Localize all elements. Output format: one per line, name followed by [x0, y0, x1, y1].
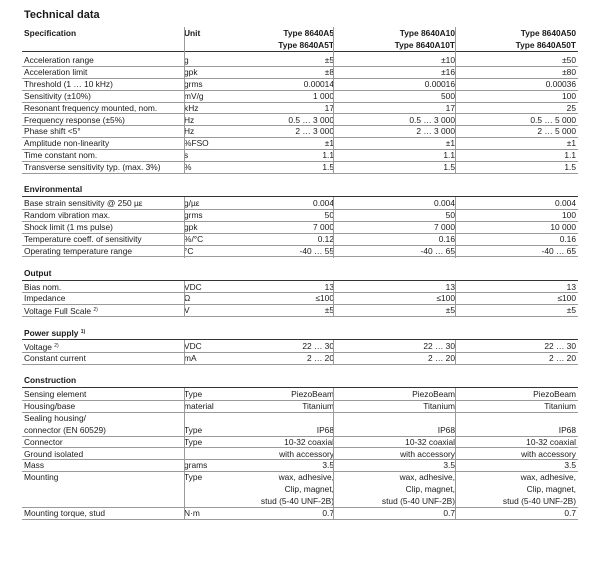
- row-value: IP68: [316, 424, 334, 435]
- row-unit: Hz: [184, 114, 195, 125]
- row-unit: grams: [184, 460, 208, 471]
- row-value: Clip, magnet,: [526, 484, 576, 495]
- row-unit: VDC: [184, 281, 202, 292]
- row-value: 7 000: [313, 221, 334, 232]
- row-unit: kHz: [184, 102, 199, 113]
- row-label: Resonant frequency mounted, nom.: [24, 102, 158, 113]
- row-value: 3.5: [564, 460, 576, 471]
- row-value: ≤100: [557, 293, 576, 304]
- row-value: 1.5: [564, 162, 576, 173]
- row-label: Phase shift <5°: [24, 126, 81, 137]
- section-title-text: Environmental: [24, 184, 83, 194]
- column-divider: [333, 54, 334, 174]
- row-label: Voltage $^{2)}$: [24, 342, 59, 353]
- row-unit: mA: [184, 353, 197, 364]
- table-row: [22, 304, 578, 317]
- footnote-marker: 2): [93, 307, 98, 314]
- row-value: 0.12: [317, 233, 334, 244]
- row-value: 10-32 coaxial: [405, 436, 455, 447]
- row-label: Amplitude non-linearity: [24, 138, 110, 149]
- row-unit: Ω: [184, 293, 191, 304]
- row-unit: g: [184, 55, 189, 65]
- row-value: 1 000: [313, 90, 334, 101]
- row-unit: °C: [184, 245, 194, 256]
- row-value: PiezoBeam: [412, 389, 455, 399]
- column-divider: [455, 197, 456, 258]
- row-value: 0.16: [438, 233, 455, 244]
- row-unit: Type: [184, 424, 203, 435]
- row-value: 0.004: [434, 198, 455, 208]
- row-value: 0.00016: [424, 78, 455, 89]
- row-value: 13: [566, 281, 576, 292]
- column-divider: [333, 388, 334, 520]
- row-unit: V: [184, 305, 190, 316]
- footnote-marker: 2): [54, 343, 59, 350]
- row-value: 100: [562, 209, 576, 220]
- type-header: Type 8640A50T: [515, 40, 576, 50]
- row-unit: gpk: [184, 66, 198, 77]
- row-value: 100: [562, 90, 576, 101]
- row-unit: Type: [184, 389, 203, 399]
- row-label: Sensitivity (±10%): [24, 90, 91, 101]
- row-value: 50: [445, 209, 455, 220]
- row-value: 50: [324, 209, 334, 220]
- row-value: 22 … 30: [544, 341, 576, 352]
- row-label: Impedance: [24, 293, 66, 304]
- row-value: 2 … 5 000: [537, 126, 576, 137]
- row-label: Bias nom.: [24, 281, 62, 292]
- row-label: Voltage Full Scale $^{2)}$: [24, 306, 98, 317]
- column-divider: [455, 281, 456, 318]
- type-header: Type 8640A5T: [278, 40, 334, 50]
- column-divider: [333, 281, 334, 318]
- row-value: 0.5 … 3 000: [409, 114, 455, 125]
- table-row: [22, 412, 578, 437]
- column-divider: [184, 197, 185, 258]
- row-value: Titanium: [423, 400, 455, 411]
- row-value: 2 … 3 000: [416, 126, 455, 137]
- table-row: [22, 245, 578, 258]
- row-value: 0.7: [322, 508, 334, 518]
- row-value: ±50: [562, 55, 576, 65]
- section-title: [22, 374, 578, 388]
- row-value: ±5: [324, 55, 334, 65]
- row-unit: %/°C: [184, 233, 204, 244]
- row-label: Mounting: [24, 472, 59, 483]
- table-row: [22, 161, 578, 174]
- row-unit: material: [184, 400, 214, 411]
- row-value: wax, adhesive,: [278, 472, 334, 483]
- row-label: Frequency response (±5%): [24, 114, 125, 125]
- row-value: IP68: [437, 424, 455, 435]
- row-value: 0.00036: [545, 78, 576, 89]
- row-label: Operating temperature range: [24, 245, 133, 256]
- row-label: Time constant nom.: [24, 150, 98, 161]
- row-value: ±16: [441, 66, 455, 77]
- row-unit: VDC: [184, 341, 202, 352]
- row-value: 10 000: [550, 221, 576, 232]
- row-label: Transverse sensitivity typ. (max. 3%): [24, 162, 161, 173]
- row-value: PiezoBeam: [533, 389, 576, 399]
- table-row: [22, 471, 578, 508]
- column-divider: [333, 340, 334, 365]
- section-title: [22, 183, 578, 197]
- table-row: [22, 507, 578, 520]
- row-value: 17: [324, 102, 334, 113]
- row-value: ±5: [324, 305, 334, 316]
- row-value: ±5: [445, 305, 455, 316]
- column-divider: [455, 54, 456, 174]
- row-value: 17: [445, 102, 455, 113]
- spec-header: Specification: [24, 28, 77, 38]
- row-value: 22 … 30: [302, 341, 334, 352]
- row-unit: g/µε: [184, 198, 200, 208]
- row-value: 1.5: [443, 162, 455, 173]
- row-value: with accessory: [279, 448, 334, 459]
- column-divider: [455, 340, 456, 365]
- row-label: Mass: [24, 460, 45, 471]
- row-value: 1.1: [564, 150, 576, 161]
- section-title-text: Output: [24, 267, 52, 278]
- type-header: Type 8640A50: [520, 28, 576, 38]
- row-value: 2 … 20: [427, 353, 455, 364]
- row-value: 2 … 20: [306, 353, 334, 364]
- row-value: stud (5-40 UNF-2B): [502, 496, 576, 507]
- row-value: 0.004: [313, 198, 334, 208]
- section-title: [22, 326, 578, 340]
- row-unit: gpk: [184, 221, 198, 232]
- row-label: Sealing housing/: [24, 412, 86, 423]
- row-unit: N·m: [184, 508, 200, 518]
- row-label: Connector: [24, 436, 63, 447]
- row-label: Housing/base: [24, 400, 76, 411]
- page-title: Technical data: [24, 9, 100, 21]
- row-value: Clip, magnet,: [405, 484, 455, 495]
- table-row: [22, 352, 578, 365]
- row-label: connector (EN 60529): [24, 424, 106, 435]
- row-label: Acceleration limit: [24, 66, 88, 77]
- row-value: 0.00014: [303, 78, 334, 89]
- row-value: 2 … 3 000: [295, 126, 334, 137]
- row-value: ±10: [441, 55, 455, 65]
- column-divider: [184, 54, 185, 174]
- row-label: Shock limit (1 ms pulse): [24, 221, 113, 232]
- row-value: -40 … 65: [541, 245, 576, 256]
- row-label: Base strain sensitivity @ 250 µε: [24, 198, 143, 208]
- row-value: 13: [445, 281, 455, 292]
- row-unit: grms: [184, 78, 203, 89]
- row-unit: %FSO: [184, 138, 209, 149]
- row-label: Ground isolated: [24, 448, 84, 459]
- row-value: 3.5: [322, 460, 334, 471]
- row-value: 0.004: [555, 198, 576, 208]
- type-header: Type 8640A10: [399, 28, 455, 38]
- row-value: 1.5: [322, 162, 334, 173]
- row-value: Titanium: [544, 400, 576, 411]
- row-value: 0.5 … 5 000: [530, 114, 576, 125]
- column-divider: [184, 388, 185, 520]
- row-value: Clip, magnet,: [284, 484, 334, 495]
- row-value: 25: [566, 102, 576, 113]
- column-divider: [333, 197, 334, 258]
- type-header: Type 8640A10T: [394, 40, 455, 50]
- row-label: Mounting torque, stud: [24, 508, 106, 518]
- row-value: 0.7: [443, 508, 455, 518]
- row-value: IP68: [558, 424, 576, 435]
- row-unit: Type: [184, 436, 203, 447]
- row-unit: %: [184, 162, 192, 173]
- row-value: 0.5 … 3 000: [288, 114, 334, 125]
- row-unit: mV/g: [184, 90, 204, 101]
- row-value: 1.1: [322, 150, 334, 161]
- row-unit: grms: [184, 209, 203, 220]
- column-divider: [184, 281, 185, 318]
- row-label: Acceleration range: [24, 55, 94, 65]
- column-divider: [184, 340, 185, 365]
- row-value: stud (5-40 UNF-2B): [381, 496, 455, 507]
- row-unit: Hz: [184, 126, 195, 137]
- row-label: Threshold (1 … 10 kHz): [24, 78, 113, 89]
- row-value: ±1: [324, 138, 334, 149]
- row-value: ≤100: [436, 293, 455, 304]
- row-value: 13: [324, 281, 334, 292]
- row-value: ±1: [566, 138, 576, 149]
- row-value: with accessory: [521, 448, 576, 459]
- column-divider: [455, 27, 456, 55]
- row-value: wax, adhesive,: [399, 472, 455, 483]
- row-value: PiezoBeam: [291, 389, 334, 399]
- row-label: Constant current: [24, 353, 86, 364]
- row-value: 500: [441, 90, 455, 101]
- row-value: wax, adhesive,: [520, 472, 576, 483]
- column-divider: [184, 27, 185, 55]
- row-value: 22 … 30: [423, 341, 455, 352]
- type-header: Type 8640A5: [283, 28, 334, 38]
- row-value: -40 … 65: [420, 245, 455, 256]
- unit-header: Unit: [184, 28, 201, 38]
- row-value: 10-32 coaxial: [526, 436, 576, 447]
- row-value: with accessory: [400, 448, 455, 459]
- row-value: ±5: [566, 305, 576, 316]
- row-value: 1.1: [443, 150, 455, 161]
- row-label: Temperature coeff. of sensitivity: [24, 233, 142, 244]
- row-value: Titanium: [302, 400, 334, 411]
- column-divider: [455, 388, 456, 520]
- row-value: 2 … 20: [548, 353, 576, 364]
- section-title: [22, 267, 578, 281]
- row-value: -40 … 55: [299, 245, 334, 256]
- row-value: 3.5: [443, 460, 455, 471]
- row-label: Random vibration max.: [24, 209, 111, 220]
- row-unit: s: [184, 150, 189, 161]
- row-value: stud (5-40 UNF-2B): [260, 496, 334, 507]
- row-value: 10-32 coaxial: [284, 436, 334, 447]
- column-divider: [333, 27, 334, 55]
- row-value: ±80: [562, 66, 576, 77]
- section-title-text: Power supply $^{1)}$: [24, 328, 86, 339]
- table-header: [22, 27, 578, 52]
- row-value: 7 000: [434, 221, 455, 232]
- row-unit: Type: [184, 472, 203, 483]
- row-value: ±8: [324, 66, 334, 77]
- row-value: 0.16: [559, 233, 576, 244]
- row-label: Sensing element: [24, 389, 87, 399]
- section-title-text: Construction: [24, 375, 77, 385]
- row-value: ≤100: [315, 293, 334, 304]
- footnote-marker: 1): [80, 329, 86, 336]
- row-value: ±1: [445, 138, 455, 149]
- row-value: 0.7: [564, 508, 576, 518]
